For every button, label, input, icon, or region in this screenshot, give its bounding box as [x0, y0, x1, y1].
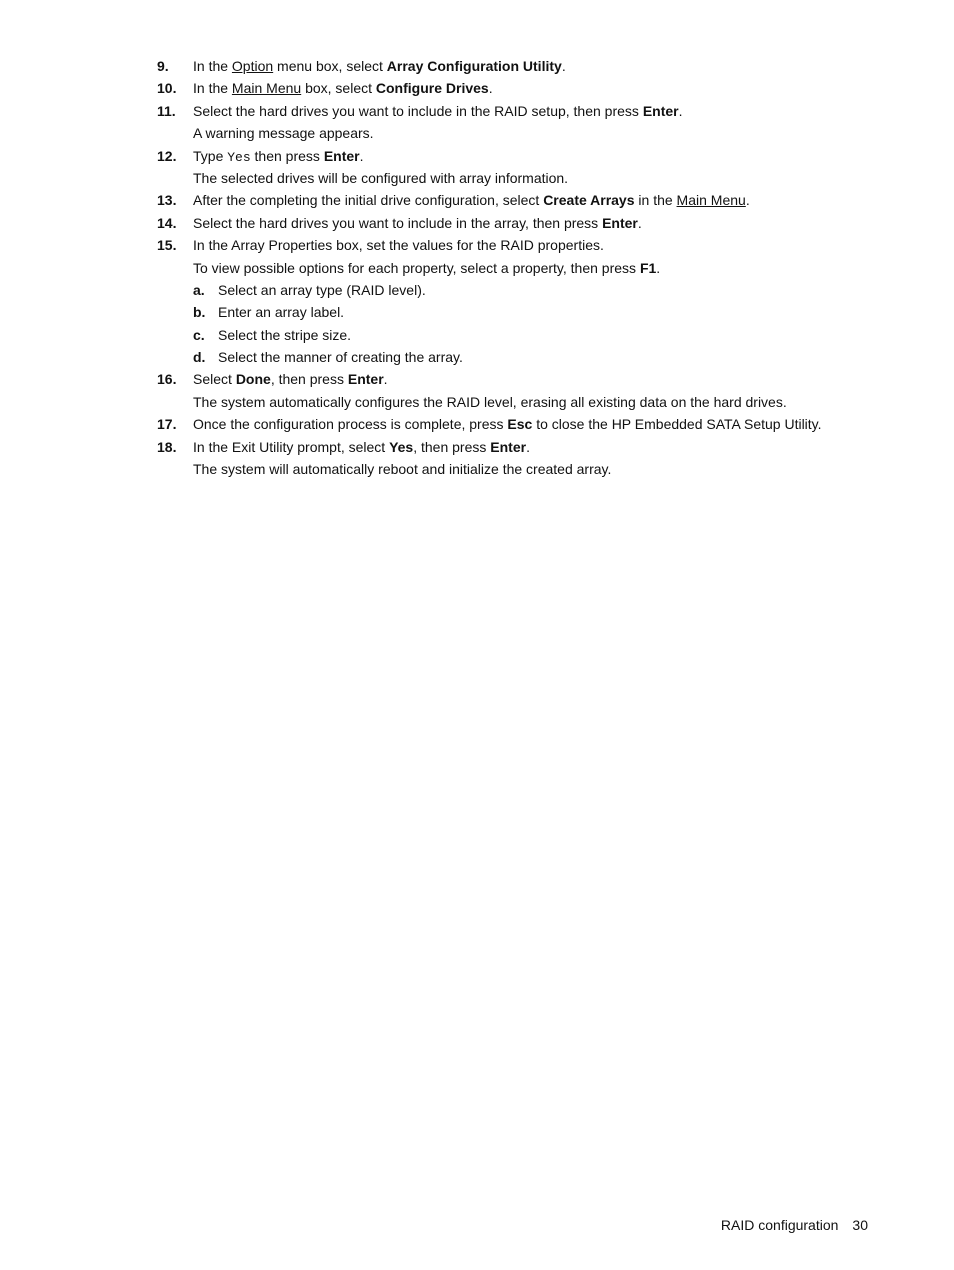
substep-item	[157, 324, 857, 346]
step-note	[157, 391, 857, 413]
menu-name: Main Menu	[676, 192, 746, 209]
menu-name: Option	[231, 58, 274, 74]
substep-letter: a.	[193, 281, 205, 298]
step-text	[193, 234, 604, 256]
text-run: .	[745, 192, 750, 209]
note-text	[193, 257, 660, 279]
bold-term: Enter	[490, 438, 527, 455]
text-run: Select	[193, 371, 236, 388]
step-item	[157, 145, 857, 167]
text-run: .	[561, 58, 566, 74]
footer-section-title: RAID configuration	[720, 1217, 839, 1233]
bold-term: Enter	[347, 371, 384, 388]
step-number: 16.	[157, 371, 177, 388]
text-run: Once the configuration process is complete, press	[193, 416, 508, 433]
text-run: then press	[250, 147, 324, 164]
note-text: A warning message appears.	[193, 125, 374, 142]
text-run: box, select	[301, 80, 376, 97]
step-number: 9.	[157, 58, 169, 74]
step-text	[193, 55, 566, 77]
step-number: 15.	[157, 237, 177, 254]
step-text	[193, 100, 683, 122]
step-item	[157, 212, 857, 234]
text-run: to close the HP Embedded SATA Setup Utility.	[532, 416, 822, 433]
step-text	[193, 189, 750, 211]
substep-item	[157, 301, 857, 323]
text-run: .	[656, 259, 661, 276]
page-footer	[721, 1214, 868, 1236]
bold-term: Create Arrays	[543, 192, 635, 209]
step-note	[157, 122, 857, 144]
bold-term: Yes	[389, 438, 414, 455]
step-note	[157, 458, 857, 480]
text-run: .	[637, 214, 642, 231]
step-text	[193, 368, 388, 390]
bold-term: Enter	[323, 147, 360, 164]
step-item	[157, 234, 857, 256]
substep-text: Enter an array label.	[218, 304, 345, 321]
text-run: In the Array Properties box, set the values for the RAID properties.	[193, 237, 604, 254]
text-run: Select the hard drives you want to include in the array, then press	[193, 214, 603, 231]
text-run: In the	[193, 80, 232, 97]
text-run: in the	[634, 192, 677, 209]
substep-text: Select an array type (RAID level).	[218, 281, 426, 298]
bold-term: F1	[639, 259, 657, 276]
step-number: 17.	[157, 416, 177, 433]
substep-letter: c.	[193, 326, 205, 343]
step-item	[157, 368, 857, 390]
substep-text: Select the manner of creating the array.	[218, 349, 463, 366]
substep-letter: b.	[193, 304, 206, 321]
text-run: menu box, select	[273, 58, 387, 74]
bold-term: Enter	[642, 102, 679, 119]
step-item	[157, 189, 857, 211]
text-run: .	[359, 147, 364, 164]
step-item	[157, 436, 857, 458]
step-number: 12.	[157, 147, 177, 164]
procedure-steps	[157, 55, 857, 480]
bold-term: Enter	[602, 214, 638, 231]
text-run: Type	[193, 147, 228, 164]
step-item	[157, 100, 857, 122]
typed-value: Yes	[227, 149, 251, 165]
text-run: .	[383, 371, 388, 388]
bold-term: Done	[235, 371, 271, 388]
step-item	[157, 55, 857, 77]
substep-item	[157, 279, 857, 301]
text-run: In the	[193, 58, 232, 74]
text-run: .	[526, 438, 530, 455]
text-run: After the completing the initial drive configuration, select	[193, 192, 544, 209]
note-text: The system automatically configures the RAID level, erasing all existing data on the hard drives.	[193, 393, 787, 410]
step-item	[157, 413, 857, 435]
step-number: 11.	[157, 102, 176, 119]
note-text: The selected drives will be configured with array information.	[193, 169, 569, 186]
text-run: .	[488, 80, 493, 97]
step-number: 13.	[157, 192, 177, 209]
menu-name: Main Menu	[231, 80, 302, 97]
text-run: To view possible options for each property, select a property, then press	[193, 259, 640, 276]
step-item	[157, 77, 857, 99]
step-note	[157, 257, 857, 279]
substep-item	[157, 346, 857, 368]
step-text	[193, 212, 642, 234]
text-run: In the Exit Utility prompt, select	[193, 438, 390, 455]
step-number: 14.	[157, 214, 177, 231]
note-text: The system will automatically reboot and initialize the created array.	[193, 461, 612, 478]
step-number: 10.	[157, 80, 177, 97]
page-number: 30	[852, 1217, 868, 1233]
bold-term: Configure Drives	[375, 80, 489, 97]
step-note	[157, 167, 857, 189]
substep-letter: d.	[193, 349, 206, 366]
step-text	[193, 145, 364, 169]
text-run: .	[678, 102, 683, 119]
step-text	[193, 413, 822, 435]
bold-term: Array Configuration Utility	[386, 58, 562, 74]
text-run: , then press	[413, 438, 491, 455]
step-number: 18.	[157, 438, 177, 455]
step-text	[193, 77, 493, 99]
step-text	[193, 436, 530, 458]
substep-text: Select the stripe size.	[218, 326, 352, 343]
text-run: Select the hard drives you want to include in the RAID setup, then press	[193, 102, 643, 119]
bold-term: Esc	[507, 416, 533, 433]
text-run: , then press	[270, 371, 348, 388]
